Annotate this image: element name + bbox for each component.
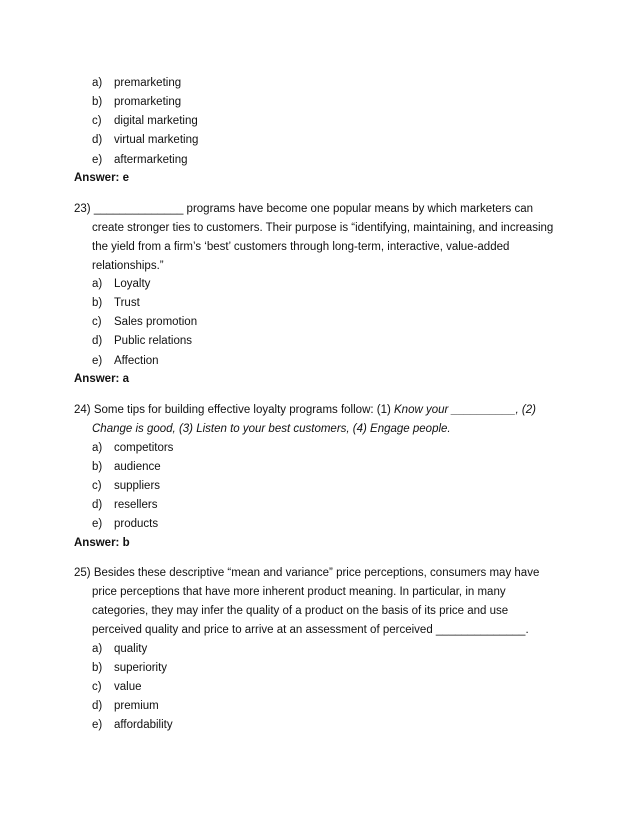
option-23-b: b) Trust bbox=[92, 297, 140, 309]
option-25-d: d) premium bbox=[92, 700, 159, 712]
question-23-line-4: relationships.” bbox=[92, 260, 164, 272]
option-24-c: c) suppliers bbox=[92, 480, 161, 492]
option-22-c: c) digital marketing bbox=[92, 115, 198, 127]
option-24-e: e) products bbox=[92, 518, 159, 530]
question-23-line-2: create stronger ties to customers. Their purpose is “identifying, maintaining, and increasing bbox=[92, 222, 554, 234]
question-25-line-1: 25) Besides these descriptive “mean and variance” price perceptions, consumers may have bbox=[74, 567, 540, 579]
option-22-e: e) aftermarketing bbox=[92, 154, 188, 166]
option-25-a: a) quality bbox=[92, 643, 148, 655]
option-22-a: a) premarketing bbox=[92, 77, 182, 89]
option-23-c: c) Sales promotion bbox=[92, 316, 198, 328]
option-24-a: a) competitors bbox=[92, 442, 174, 454]
answer-23: Answer: a bbox=[74, 373, 129, 385]
question-25-line-4: perceived quality and price to arrive at an assessment of perceived ______________. bbox=[92, 624, 529, 636]
question-23-line-3: the yield from a firm’s ‘best’ customers through long-term, interactive, value-added bbox=[92, 241, 510, 253]
question-25-line-3: categories, they may infer the quality of a product on the basis of its price and use bbox=[92, 605, 509, 617]
option-23-a: a) Loyalty bbox=[92, 278, 151, 290]
option-25-c: c) value bbox=[92, 681, 142, 693]
option-23-d: d) Public relations bbox=[92, 335, 192, 347]
option-22-b: b) promarketing bbox=[92, 96, 182, 108]
answer-24: Answer: b bbox=[74, 537, 130, 549]
option-23-e: e) Affection bbox=[92, 355, 159, 367]
answer-22: Answer: e bbox=[74, 172, 129, 184]
question-24-line-2: Change is good, (3) Listen to your best customers, (4) Engage people. bbox=[92, 423, 451, 435]
question-25-line-2: price perceptions that have more inherent product meaning. In particular, in many bbox=[92, 586, 506, 598]
question-23-line-1: 23) ______________ programs have become one popular means by which marketers can bbox=[74, 203, 534, 215]
option-25-e: e) affordability bbox=[92, 719, 173, 731]
option-22-d: d) virtual marketing bbox=[92, 134, 199, 146]
question-24-line-1: 24) Some tips for building effective loyalty programs follow: (1) Know your __________, (2) bbox=[74, 404, 536, 416]
option-24-b: b) audience bbox=[92, 461, 161, 473]
option-24-d: d) resellers bbox=[92, 499, 158, 511]
option-25-b: b) superiority bbox=[92, 662, 168, 674]
